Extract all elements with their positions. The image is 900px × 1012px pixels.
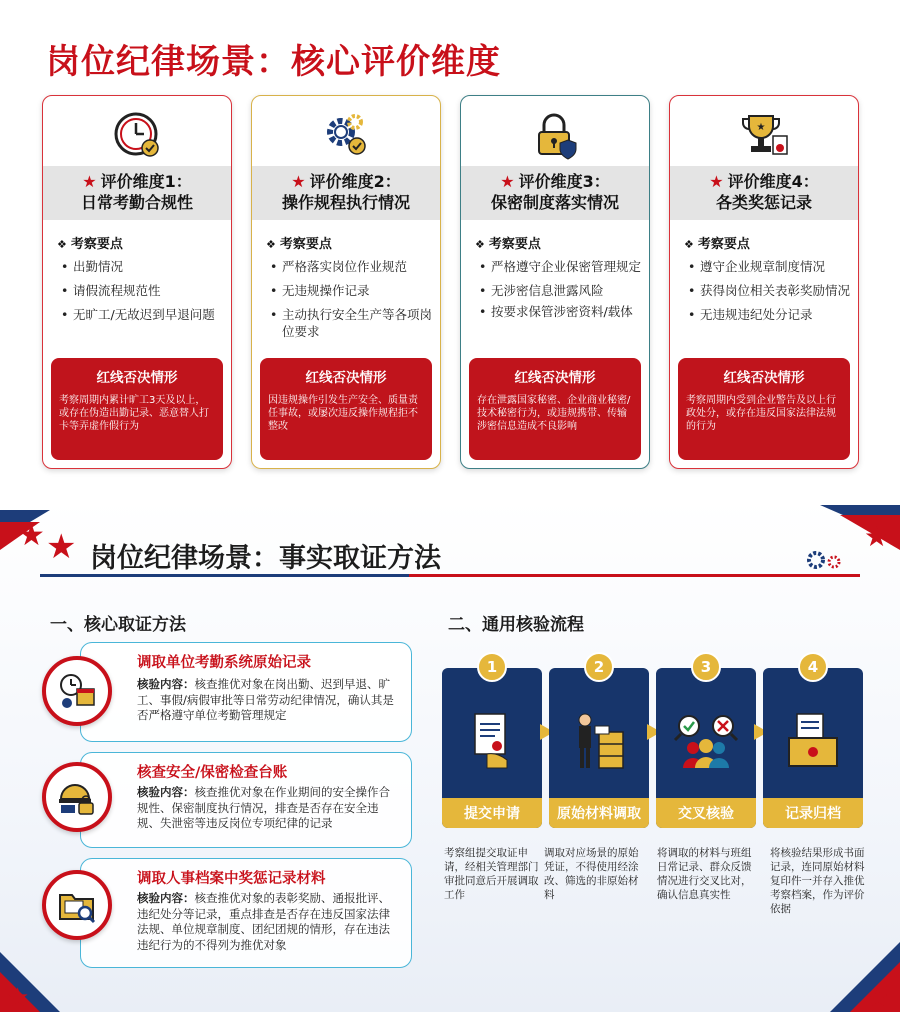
section-heading-methods: 一、核心取证方法 bbox=[50, 615, 186, 635]
key-point-item: • 无旷工/无故迟到早退问题 bbox=[57, 306, 223, 323]
step-number: 4 bbox=[798, 652, 828, 682]
dimension-number: 评价维度1： bbox=[100, 172, 192, 191]
key-points-heading: 考察要点 bbox=[70, 237, 123, 252]
dimension-header bbox=[252, 166, 440, 220]
dimension-name: 日常考勤合规性 bbox=[80, 193, 193, 212]
title-divider bbox=[40, 574, 860, 577]
key-points bbox=[684, 233, 850, 330]
step-description: 考察组提交取证申请，经相关管理部门审批同意后开展调取工作 bbox=[444, 847, 539, 901]
method-title: 调取人事档案中奖惩记录材料 bbox=[137, 871, 326, 887]
redline-title: 红线否决情形 bbox=[514, 370, 596, 386]
redline-title: 红线否决情形 bbox=[723, 370, 805, 386]
key-points-heading: 考察要点 bbox=[279, 237, 332, 252]
star-icon: ★ bbox=[291, 172, 306, 191]
method-body bbox=[137, 785, 401, 832]
filing-cabinet-icon bbox=[549, 710, 649, 780]
method-body bbox=[137, 677, 401, 724]
diamond-bullet-icon: ❖ bbox=[684, 238, 694, 251]
method-title: 调取单位考勤系统原始记录 bbox=[137, 655, 311, 671]
evaluation-dimensions-slide bbox=[0, 0, 900, 500]
step-label: 记录归档 bbox=[763, 798, 863, 828]
method-content-label: 核验内容： bbox=[137, 677, 195, 691]
svg-text:★: ★ bbox=[6, 983, 30, 1012]
method-content-text: 核查推优对象在岗出勤、迟到早退、旷工、事假/病假审批等日常劳动纪律情况，确认其是否严格遵守单位考勤管理规定 bbox=[137, 677, 394, 722]
dimension-card-4 bbox=[669, 95, 859, 469]
step-description: 将调取的材料与班组日常记录、群众反馈情况进行交叉比对，确认信息真实性 bbox=[657, 847, 752, 901]
dimension-header bbox=[670, 166, 858, 220]
evidence-method-card bbox=[80, 642, 412, 742]
key-point-item: • 遵守企业规章制度情况 bbox=[684, 258, 850, 275]
redline-description: 因违规操作引发生产安全、质量责任事故，或屡次违反操作规程拒不整改 bbox=[268, 395, 418, 432]
svg-text:★: ★ bbox=[866, 983, 890, 1012]
dimension-header bbox=[461, 166, 649, 220]
evidence-methods-slide bbox=[0, 500, 900, 1012]
step-number: 3 bbox=[691, 652, 721, 682]
calendar-clock-icon bbox=[42, 656, 112, 726]
method-content-label: 核验内容： bbox=[137, 891, 195, 905]
clock-check-icon bbox=[43, 110, 231, 160]
key-point-item: • 主动执行安全生产等各项岗位要求 bbox=[266, 306, 432, 340]
key-points bbox=[475, 233, 641, 327]
dimension-header bbox=[43, 166, 231, 220]
key-point-item: • 出勤情况 bbox=[57, 258, 223, 275]
slide-title: 岗位纪律场景：事实取证方法 bbox=[90, 543, 441, 574]
key-point-item: • 严格遵守企业保密管理规定 bbox=[475, 258, 641, 275]
gear-icon bbox=[806, 550, 852, 574]
archive-box-icon bbox=[763, 710, 863, 780]
ribbon-star-decoration bbox=[0, 932, 70, 1012]
diamond-bullet-icon: ❖ bbox=[475, 238, 485, 251]
document-hand-icon bbox=[442, 710, 542, 780]
method-content-text: 核查推优对象在作业期间的安全操作合规性、保密制度执行情况，排查是否存在安全违规、失泄密等违反岗位专项纪律的记录 bbox=[137, 785, 390, 830]
folder-search-icon bbox=[42, 870, 112, 940]
key-points-heading: 考察要点 bbox=[488, 237, 541, 252]
step-label: 交叉核验 bbox=[656, 798, 756, 828]
redline-description: 考察周期内累计旷工3天及以上，或存在伪造出勤记录、恶意替人打卡等弄虚作假行为 bbox=[59, 395, 209, 432]
key-point-item: • 无违规违纪处分记录 bbox=[684, 306, 850, 323]
method-title: 核查安全/保密检查台账 bbox=[137, 765, 288, 781]
key-points bbox=[57, 233, 223, 330]
dimension-number: 评价维度3： bbox=[518, 172, 610, 191]
slide-title: 岗位纪律场景：核心评价维度 bbox=[46, 42, 501, 82]
evidence-method-card bbox=[80, 752, 412, 848]
diamond-bullet-icon: ❖ bbox=[266, 238, 276, 251]
key-point-item: • 无违规操作记录 bbox=[266, 282, 432, 299]
redline-description: 存在泄露国家秘密、企业商业秘密/技术秘密行为，或违规携带、传输涉密信息造成不良影响 bbox=[477, 395, 631, 432]
star-icon: ★ bbox=[500, 172, 515, 191]
trophy-certificate-icon bbox=[670, 110, 858, 160]
step-description: 将核验结果形成书面记录，连同原始材料复印件一并存入推优考察档案，作为评价依据 bbox=[770, 847, 865, 915]
method-content-text: 核查推优对象的表彰奖励、通报批评、违纪处分等记录，重点排查是否存在违反国家法律法规、单位规章制度、团纪团规的情形，存在违法违纪行为的不得列为推优对象 bbox=[137, 891, 390, 952]
redline-veto-box bbox=[469, 358, 641, 460]
dimension-name: 各类奖惩记录 bbox=[715, 193, 812, 212]
lock-shield-icon bbox=[461, 110, 649, 160]
svg-text:★: ★ bbox=[18, 518, 45, 553]
redline-veto-box bbox=[678, 358, 850, 460]
dimension-name: 操作规程执行情况 bbox=[281, 193, 410, 212]
key-points bbox=[266, 233, 432, 347]
key-point-item: • 无涉密信息泄露风险 bbox=[475, 282, 641, 299]
star-icon: ★ bbox=[709, 172, 724, 191]
diamond-bullet-icon: ❖ bbox=[57, 238, 67, 251]
key-points-heading: 考察要点 bbox=[697, 237, 750, 252]
dimension-name: 保密制度落实情况 bbox=[490, 193, 619, 212]
key-point-item: • 请假流程规范性 bbox=[57, 282, 223, 299]
step-label: 提交申请 bbox=[442, 798, 542, 828]
redline-title: 红线否决情形 bbox=[96, 370, 178, 386]
key-point-item: • 按要求保管涉密资料/载体 bbox=[475, 303, 641, 320]
svg-text:★: ★ bbox=[864, 520, 890, 553]
evidence-method-card bbox=[80, 858, 412, 968]
method-body bbox=[137, 891, 401, 953]
step-label: 原始材料调取 bbox=[549, 798, 649, 828]
step-description: 调取对应场景的原始凭证，不得使用经涂改、筛选的非原始材料 bbox=[544, 847, 639, 901]
dimension-card-1 bbox=[42, 95, 232, 469]
star-icon: ★ bbox=[46, 527, 77, 567]
redline-title: 红线否决情形 bbox=[305, 370, 387, 386]
dimension-number: 评价维度2： bbox=[309, 172, 401, 191]
method-content-label: 核验内容： bbox=[137, 785, 195, 799]
dimension-card-2 bbox=[251, 95, 441, 469]
step-number: 1 bbox=[477, 652, 507, 682]
redline-veto-box bbox=[260, 358, 432, 460]
helmet-lock-icon bbox=[42, 762, 112, 832]
dimension-number: 评价维度4： bbox=[727, 172, 819, 191]
dimension-card-3 bbox=[460, 95, 650, 469]
key-point-item: • 严格落实岗位作业规范 bbox=[266, 258, 432, 275]
redline-description: 考察周期内受到企业警告及以上行政处分，或存在违反国家法律法规的行为 bbox=[686, 395, 836, 432]
svg-text:★: ★ bbox=[756, 122, 766, 133]
redline-veto-box bbox=[51, 358, 223, 460]
ribbon-star-decoration bbox=[810, 932, 900, 1012]
section-heading-process: 二、通用核验流程 bbox=[448, 615, 584, 635]
key-point-item: • 获得岗位相关表彰奖励情况 bbox=[684, 282, 850, 299]
gear-check-icon bbox=[252, 110, 440, 160]
people-magnifier-icon bbox=[656, 710, 756, 780]
step-number: 2 bbox=[584, 652, 614, 682]
star-icon: ★ bbox=[82, 172, 97, 191]
